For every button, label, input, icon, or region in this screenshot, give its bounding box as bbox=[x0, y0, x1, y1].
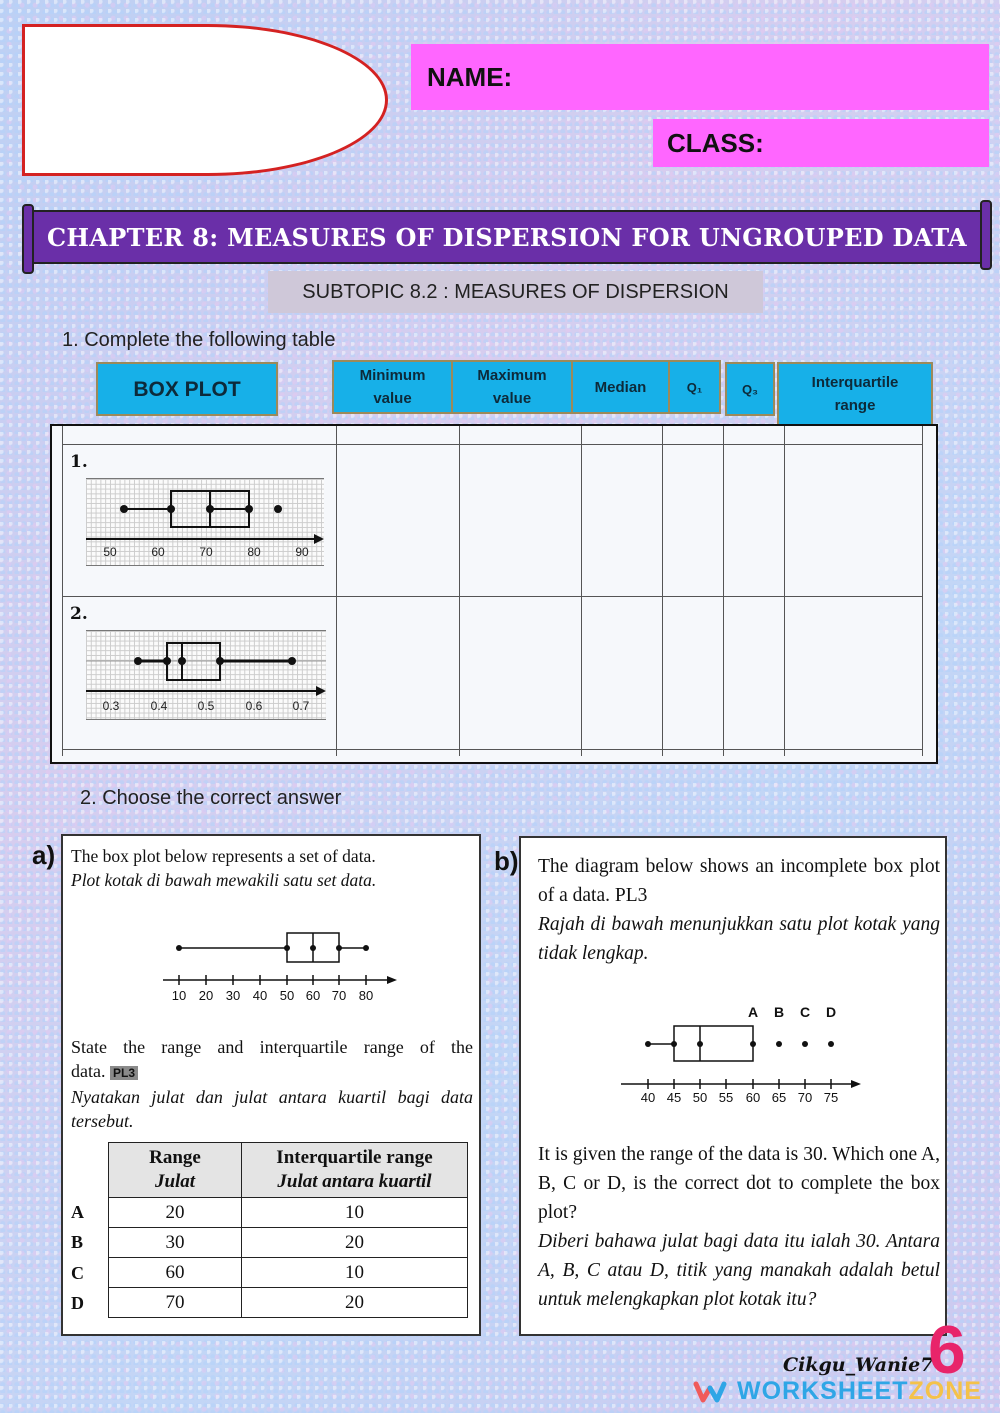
col-header-text: Median bbox=[594, 378, 647, 396]
iqr-header-en: Interquartile range bbox=[276, 1147, 433, 1168]
pl3-badge: PL3 bbox=[110, 1066, 138, 1080]
part-a-prompt-ms: Nyatakan julat dan julat antara kuartil bagi data tersebut. bbox=[71, 1087, 473, 1131]
question-2-title: 2. Choose the correct answer bbox=[80, 787, 342, 809]
option-iqr: 10 bbox=[242, 1198, 468, 1228]
dot-label-c: C bbox=[799, 1004, 811, 1020]
col-header-text: value bbox=[373, 390, 412, 407]
col-header-text: Q₁ bbox=[686, 379, 703, 395]
range-header-ms: Julat bbox=[154, 1171, 196, 1192]
part-b-question-ms: Diberi bahawa julat bagi data itu ialah 30. Antara A, B, C atau D, titik yang manakah adalah betul untuk melengkapkan plot kotak itu? bbox=[538, 1231, 940, 1310]
axis-tick: 0.3 bbox=[102, 699, 120, 713]
part-a-label: a) bbox=[32, 840, 56, 870]
axis-tick: 0.4 bbox=[150, 699, 168, 713]
axis-tick: 20 bbox=[198, 988, 214, 1003]
col-header-text: Interquartile bbox=[811, 374, 899, 391]
brand-zone: ZONE bbox=[908, 1377, 982, 1405]
option-letter-a: A bbox=[71, 1202, 84, 1222]
dot-b bbox=[776, 1041, 782, 1047]
brand-text bbox=[737, 1377, 982, 1406]
axis-tick: 75 bbox=[823, 1090, 839, 1105]
dot-label-b: B bbox=[773, 1004, 785, 1020]
iqr-header-ms: Julat antara kuartil bbox=[277, 1171, 432, 1192]
axis-tick: 70 bbox=[797, 1090, 813, 1105]
axis-tick: 80 bbox=[247, 545, 261, 559]
option-range: 20 bbox=[109, 1198, 242, 1228]
answer-cell-row2-q3[interactable] bbox=[724, 597, 783, 748]
axis-tick: 60 bbox=[151, 545, 165, 559]
part-b-intro-en: The diagram below shows an incomplete box plot of a data. PL3 bbox=[538, 856, 940, 906]
option-letter-c: C bbox=[71, 1263, 84, 1283]
option-range: 60 bbox=[109, 1258, 242, 1288]
col-header-text: Minimum bbox=[359, 367, 426, 384]
part-b-intro-ms: Rajah di bawah menunjukkan satu plot kotak yang tidak lengkap. bbox=[538, 914, 940, 964]
axis-tick: 50 bbox=[279, 988, 295, 1003]
option-row-c[interactable] bbox=[109, 1258, 468, 1288]
chapter-banner bbox=[26, 210, 988, 264]
col-header-text: BOX PLOT bbox=[133, 377, 241, 401]
answer-cell-row1-q3[interactable] bbox=[724, 445, 783, 595]
col-header-maximum bbox=[451, 360, 573, 414]
dot-c bbox=[802, 1041, 808, 1047]
option-row-a[interactable] bbox=[109, 1198, 468, 1228]
part-a-axis-labels bbox=[163, 988, 403, 1008]
axis-tick: 0.6 bbox=[245, 699, 263, 713]
dot-label-a: A bbox=[747, 1004, 759, 1020]
question-1-table bbox=[50, 424, 938, 764]
col-header-median bbox=[571, 360, 670, 414]
col-header-text: Q₃ bbox=[741, 381, 759, 397]
part-b-axis-labels bbox=[621, 1090, 861, 1110]
axis-tick: 65 bbox=[771, 1090, 787, 1105]
option-letter-d: D bbox=[71, 1293, 84, 1313]
part-a-options-table bbox=[108, 1142, 468, 1318]
name-field[interactable] bbox=[411, 44, 989, 110]
part-a-prompt-en-1: State the range and interquartile range of the bbox=[71, 1037, 473, 1057]
class-label: CLASS: bbox=[667, 127, 764, 158]
worksheetzone-logo-icon bbox=[693, 1379, 727, 1405]
chapter-title: CHAPTER 8: MEASURES OF DISPERSION FOR UNGROUPED DATA bbox=[47, 222, 967, 252]
axis-tick: 45 bbox=[666, 1090, 682, 1105]
answer-cell-row1-median[interactable] bbox=[582, 445, 661, 595]
subtopic-text: SUBTOPIC 8.2 : MEASURES OF DISPERSION bbox=[302, 280, 729, 303]
col-header-box-plot bbox=[96, 362, 278, 416]
part-a-line2: Plot kotak di bawah mewakili satu set data. bbox=[71, 870, 377, 890]
name-label: NAME: bbox=[427, 61, 513, 92]
option-iqr: 20 bbox=[242, 1228, 468, 1258]
answer-cell-row1-q1[interactable] bbox=[663, 445, 722, 595]
dot-d bbox=[828, 1041, 834, 1047]
axis-tick: 60 bbox=[305, 988, 321, 1003]
option-range: 30 bbox=[109, 1228, 242, 1258]
axis-tick: 0.5 bbox=[197, 699, 215, 713]
part-b-dot-labels bbox=[621, 1004, 861, 1024]
axis-tick: 55 bbox=[718, 1090, 734, 1105]
col-header-iqr bbox=[777, 362, 933, 426]
brand-worksheet: WORKSHEET bbox=[737, 1377, 909, 1405]
axis-tick: 0.7 bbox=[292, 699, 310, 713]
col-header-q1 bbox=[668, 360, 721, 414]
row-number: 1. bbox=[70, 452, 88, 472]
box-plot-1 bbox=[86, 478, 324, 566]
axis-tick: 40 bbox=[640, 1090, 656, 1105]
option-row-d[interactable] bbox=[109, 1288, 468, 1318]
subtopic-label bbox=[268, 271, 763, 313]
axis-tick: 90 bbox=[295, 545, 309, 559]
axis-tick: 30 bbox=[225, 988, 241, 1003]
axis-tick: 70 bbox=[199, 545, 213, 559]
axis-tick: 80 bbox=[358, 988, 374, 1003]
option-iqr: 20 bbox=[242, 1288, 468, 1318]
author-credit: Cikgu_Wanie7 bbox=[783, 1354, 934, 1376]
axis-tick: 70 bbox=[331, 988, 347, 1003]
row-number: 2. bbox=[70, 604, 88, 624]
range-header bbox=[109, 1143, 242, 1198]
answer-cell-row2-max[interactable] bbox=[460, 597, 580, 748]
class-field[interactable] bbox=[653, 119, 989, 167]
part-b-label: b) bbox=[494, 846, 519, 876]
option-iqr: 10 bbox=[242, 1258, 468, 1288]
dot-a bbox=[750, 1041, 756, 1047]
iqr-header bbox=[242, 1143, 468, 1198]
box-plot-2 bbox=[86, 630, 326, 720]
col-header-q3 bbox=[725, 362, 775, 416]
option-range: 70 bbox=[109, 1288, 242, 1318]
axis-tick: 10 bbox=[171, 988, 187, 1003]
answer-cell-row2-min[interactable] bbox=[337, 597, 458, 748]
col-header-text: range bbox=[834, 397, 876, 414]
answer-cell-row2-iqr[interactable] bbox=[785, 597, 921, 748]
question-1-title: 1. Complete the following table bbox=[62, 329, 336, 351]
page-number: 6 bbox=[928, 1312, 966, 1388]
dot-label-d: D bbox=[825, 1004, 837, 1020]
question-2a-box bbox=[61, 834, 481, 1336]
answer-cell-row2-median[interactable] bbox=[582, 597, 661, 748]
option-row-b[interactable] bbox=[109, 1228, 468, 1258]
col-header-text: value bbox=[492, 390, 532, 407]
range-header-en: Range bbox=[149, 1147, 201, 1168]
axis-tick: 60 bbox=[745, 1090, 761, 1105]
option-letter-b: B bbox=[71, 1232, 84, 1252]
axis-tick: 50 bbox=[103, 545, 117, 559]
part-a-line1: The box plot below represents a set of data. bbox=[71, 846, 376, 866]
answer-cell-row1-max[interactable] bbox=[460, 445, 580, 595]
part-b-question-en: It is given the range of the data is 30. Which one A, B, C or D, is the correct dot to complete the box plot? bbox=[538, 1144, 940, 1223]
part-a-prompt-text: data. bbox=[71, 1061, 106, 1081]
col-header-minimum bbox=[332, 360, 453, 414]
part-a-prompt-en-2 bbox=[71, 1061, 138, 1082]
answer-cell-row1-iqr[interactable] bbox=[785, 445, 921, 595]
logo-placeholder-shape bbox=[22, 24, 388, 176]
answer-cell-row2-q1[interactable] bbox=[663, 597, 722, 748]
worksheetzone-brand bbox=[693, 1377, 982, 1406]
question-2b-box bbox=[519, 836, 947, 1336]
answer-cell-row1-min[interactable] bbox=[337, 445, 458, 595]
axis-tick: 50 bbox=[692, 1090, 708, 1105]
axis-tick: 40 bbox=[252, 988, 268, 1003]
col-header-text: Maximum bbox=[477, 367, 547, 384]
